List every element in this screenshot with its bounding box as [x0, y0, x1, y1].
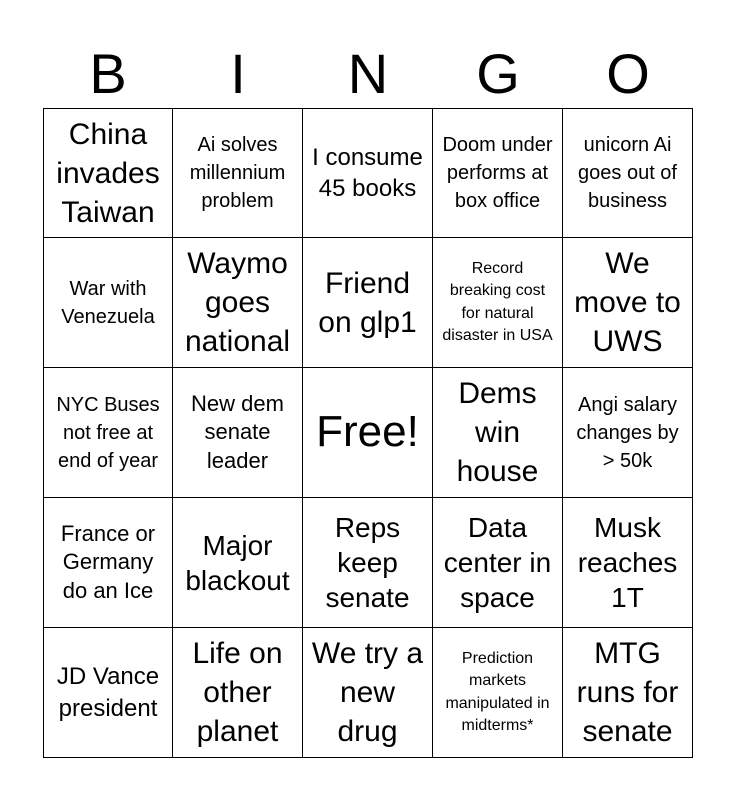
bingo-cell — [43, 368, 173, 498]
bingo-cell-text: Major blackout — [185, 529, 290, 596]
bingo-cell-text: Reps keep senate — [325, 512, 410, 613]
header-letter-n: N — [347, 42, 389, 105]
header-letter-o: O — [606, 42, 650, 105]
bingo-cell — [43, 498, 173, 628]
bingo-cell — [173, 628, 303, 758]
bingo-cell — [43, 238, 173, 368]
bingo-cell-text: Record breaking cost for natural disaster in USA — [442, 259, 553, 344]
bingo-cell — [173, 368, 303, 498]
bingo-cell — [563, 498, 693, 628]
bingo-cell-text: China invades Taiwan — [56, 117, 160, 229]
bingo-cell-text: Data center in space — [443, 512, 552, 613]
bingo-cell — [43, 108, 173, 238]
header-letter-g: G — [476, 42, 520, 105]
bingo-cell-text: JD Vance president — [56, 663, 160, 722]
bingo-cell-text: Waymo goes national — [184, 247, 291, 358]
bingo-cell-text: New dem senate leader — [191, 390, 284, 473]
bingo-cell-text: Dems win house — [456, 377, 539, 488]
bingo-cell — [173, 108, 303, 238]
bingo-cell — [433, 498, 563, 628]
bingo-header — [43, 40, 693, 108]
bingo-cell-text: Life on other planet — [192, 637, 283, 748]
bingo-cell-text: Prediction markets manipulated in midterms* — [445, 649, 550, 734]
bingo-cell-text: We move to UWS — [574, 247, 681, 358]
bingo-cell — [563, 108, 693, 238]
bingo-cell — [303, 498, 433, 628]
bingo-cell — [303, 108, 433, 238]
header-letter-b: B — [89, 42, 127, 105]
bingo-cell-text: I consume 45 books — [312, 143, 423, 202]
bingo-cell — [563, 238, 693, 368]
bingo-cell-text: Angi salary changes by > 50k — [576, 393, 679, 472]
bingo-cell-text: We try a new drug — [311, 637, 424, 748]
bingo-cell — [433, 238, 563, 368]
bingo-cell — [563, 628, 693, 758]
bingo-cell — [563, 368, 693, 498]
free-space-text: Free! — [316, 407, 419, 457]
bingo-cell — [433, 368, 563, 498]
bingo-cell-text: Ai solves millennium problem — [189, 134, 286, 212]
bingo-cell-text: MTG runs for senate — [576, 637, 679, 748]
bingo-cell-text: France or Germany do an Ice — [60, 520, 156, 603]
bingo-cell-text: Musk reaches 1T — [577, 512, 678, 613]
bingo-board — [43, 108, 693, 758]
header-letter-i: I — [230, 42, 246, 105]
bingo-cell — [43, 628, 173, 758]
bingo-cell-text: NYC Buses not free at end of year — [56, 393, 160, 472]
bingo-cell-text: unicorn Ai goes out of business — [578, 134, 677, 212]
bingo-cell — [303, 628, 433, 758]
bingo-cell-text: Doom under performs at box office — [442, 134, 553, 212]
bingo-cell — [303, 238, 433, 368]
bingo-cell-free — [303, 368, 433, 498]
bingo-cell-text: War with Venezuela — [61, 277, 155, 328]
bingo-cell — [173, 238, 303, 368]
bingo-cell-text: Friend on glp1 — [318, 266, 417, 339]
bingo-cell — [433, 628, 563, 758]
bingo-cell — [173, 498, 303, 628]
bingo-cell — [433, 108, 563, 238]
